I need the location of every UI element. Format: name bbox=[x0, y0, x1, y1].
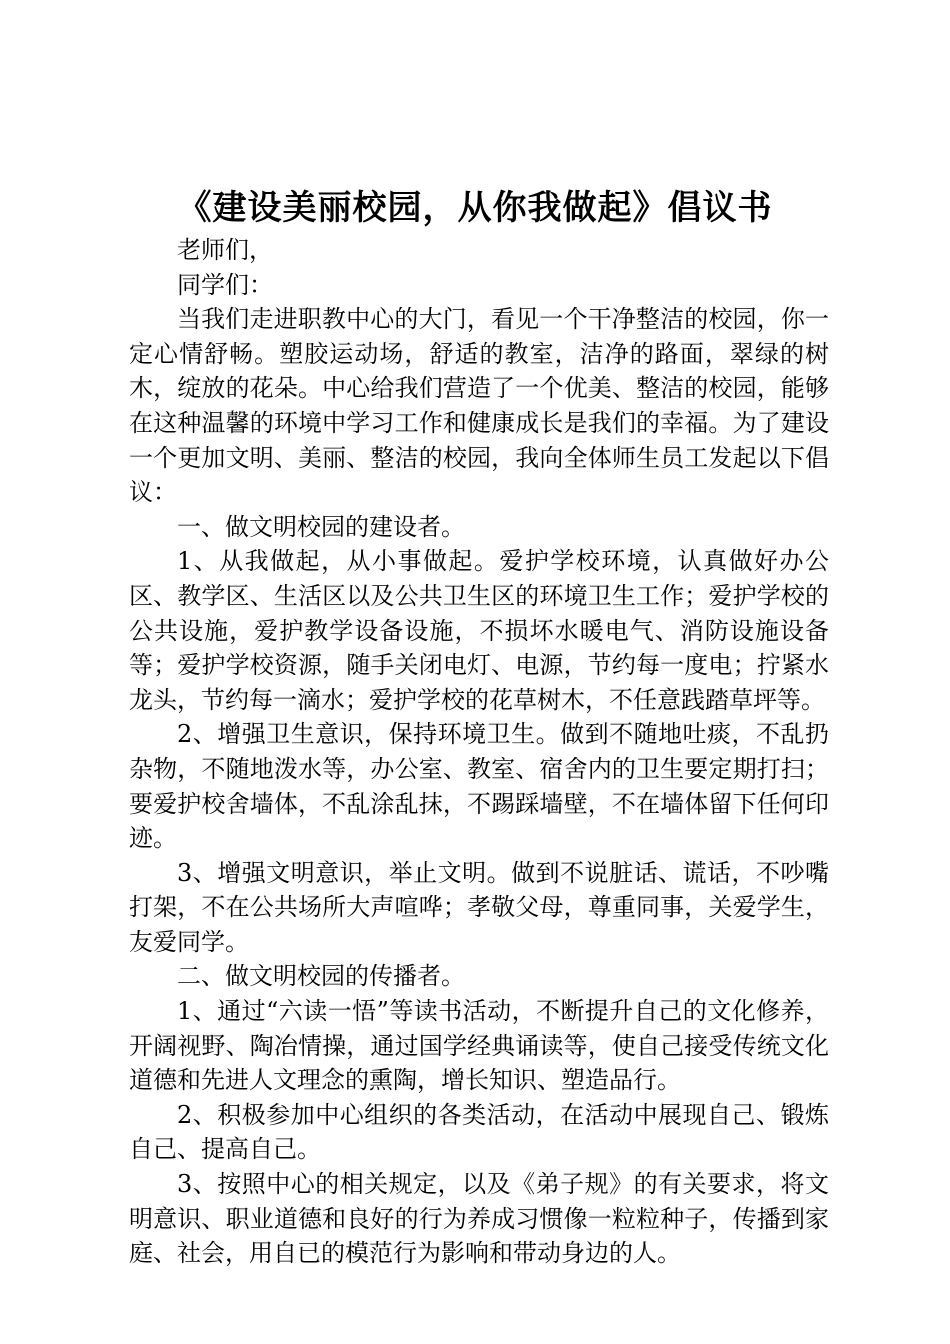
section-1-item-3: 3、增强文明意识，举止文明。做到不说脏话、谎话，不吵嘴打架，不在公共场所大声喧哗；孝敬父母，尊重同事，关爱学生，友爱同学。 bbox=[129, 858, 829, 956]
document-body bbox=[129, 233, 829, 1271]
section-1-item-1: 1、从我做起，从小事做起。爱护学校环境，认真做好办公区、教学区、生活区以及公共卫生区的环境卫生工作；爱护学校的公共设施，爱护教学设备设施，不损坏水暖电气、消防设施设备等；爱护学校资源，随手关闭电灯、电源，节约每一度电；拧紧水龙头，节约每一滴水；爱护学校的花草树木，不任意践踏草坪等。 bbox=[129, 547, 829, 714]
salutation-students: 同学们： bbox=[177, 270, 273, 299]
salutation-teachers: 老师们， bbox=[177, 236, 273, 264]
section-2-item-3: 3、按照中心的相关规定，以及《弟子规》的有关要求，将文明意识、职业道德和良好的行为养成习惯像一粒粒种子，传播到家庭、社会，用自已的模范行为影响和带动身边的人。 bbox=[129, 1170, 829, 1268]
section-1-item-2: 2、增强卫生意识，保持环境卫生。做到不随地吐痰，不乱扔杂物，不随地泼水等，办公室、教室、宿舍内的卫生要定期打扫；要爱护校舍墙体，不乱涂乱抹，不踢踩墙壁，不在墙体留下任何印迹。 bbox=[129, 720, 829, 853]
section-heading-1: 一、做文明校园的建设者。 bbox=[177, 512, 465, 541]
section-2-item-1: 1、通过“六读一悟”等读书活动，不断提升自己的文化修养，开阔视野、陶冶情操，通过国学经典诵读等，使自己接受传统文化道德和先进人文理念的熏陶，增长知识、塑造品行。 bbox=[129, 997, 829, 1095]
section-heading-2: 二、做文明校园的传播者。 bbox=[177, 962, 465, 991]
document-title: 《建设美丽校园，从你我做起》倡议书 bbox=[177, 188, 773, 228]
section-2-item-2: 2、积极参加中心组织的各类活动，在活动中展现自己、锻炼自己、提高自己。 bbox=[129, 1100, 829, 1164]
intro-paragraph: 当我们走进职教中心的大门，看见一个干净整洁的校园，你一定心情舒畅。塑胶运动场，舒适的教室，洁净的路面，翠绿的树木，绽放的花朵。中心给我们营造了一个优美、整洁的校园，能够在这种温馨的环境中学习工作和健康成长是我们的幸福。为了建设一个更加文明、美丽、整洁的校园，我向全体师生员工发起以下倡议： bbox=[129, 305, 829, 507]
